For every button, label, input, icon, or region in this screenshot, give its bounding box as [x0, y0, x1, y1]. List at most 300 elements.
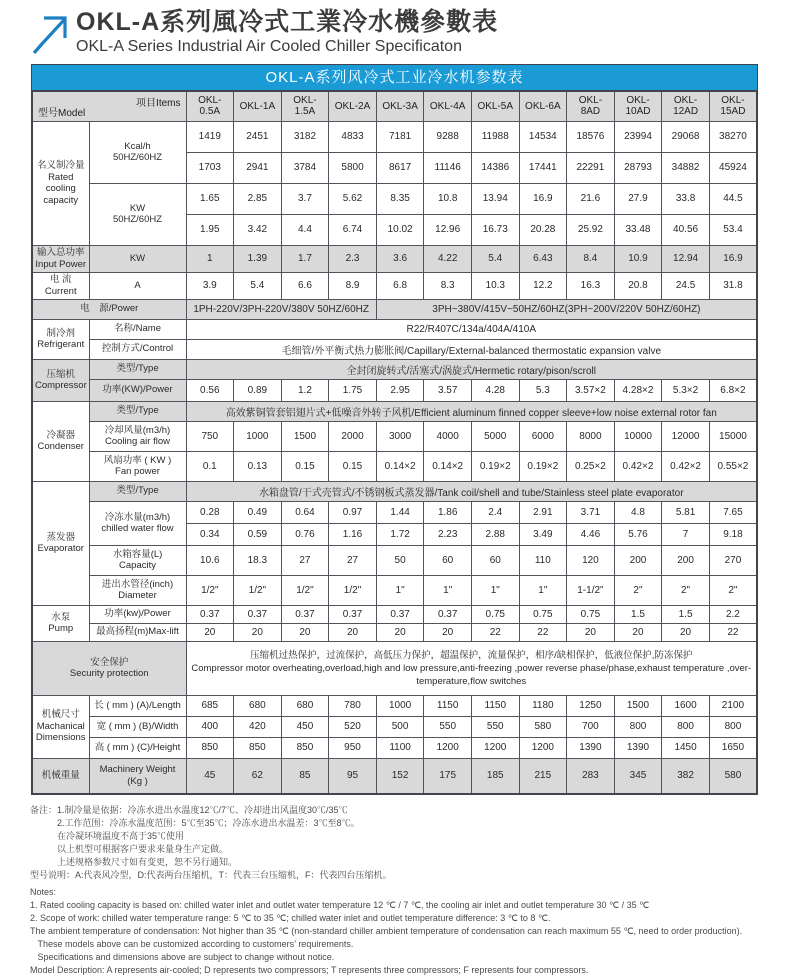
value-cell: 2000 [329, 421, 377, 451]
value-cell: 1450 [662, 737, 710, 758]
value-cell: 1.7 [281, 245, 329, 272]
value-cell: 0.34 [186, 523, 234, 545]
value-cell: 4.46 [567, 523, 615, 545]
value-cell: 1419 [186, 121, 234, 152]
page-subtitle: OKL-A Series Industrial Air Cooled Chiller Specificaton [76, 38, 462, 55]
row-label: 宽 ( mm ) (B)/Width [89, 716, 186, 737]
value-cell: 14534 [519, 121, 567, 152]
value-cell: 11146 [424, 152, 472, 183]
value-cell: 16.9 [519, 183, 567, 214]
value-cell: 17441 [519, 152, 567, 183]
value-cell: 1650 [709, 737, 757, 758]
value-cell: 450 [281, 716, 329, 737]
value-cell: 0.37 [424, 605, 472, 623]
table-banner-title: OKL-A系列风冷式工业冷水机参数表 [31, 64, 758, 90]
value-cell: 2.3 [329, 245, 377, 272]
value-cell: 1.72 [376, 523, 424, 545]
row-label: KW 50HZ/60HZ [89, 183, 186, 245]
value-cell: 22 [471, 623, 519, 641]
value-cell: 7.65 [709, 501, 757, 523]
value-cell: 12000 [662, 421, 710, 451]
value-cell: 0.19×2 [471, 451, 519, 481]
value-cell: 1.16 [329, 523, 377, 545]
value-cell: 400 [186, 716, 234, 737]
value-cell: 22 [709, 623, 757, 641]
value-cell: 0.56 [186, 379, 234, 401]
value-cell: 3.7 [281, 183, 329, 214]
row-group-label: 机械尺寸 Machanical Dimensions [32, 695, 89, 758]
value-cell: 50 [376, 545, 424, 575]
value-cell: 3.9 [186, 272, 234, 299]
value-cell: 4.28×2 [614, 379, 662, 401]
value-cell: 750 [186, 421, 234, 451]
row-label: A [89, 272, 186, 299]
model-column-header: OKL-5A [471, 91, 519, 121]
value-cell: 0.28 [186, 501, 234, 523]
value-cell: 1390 [614, 737, 662, 758]
value-cell: 2.4 [471, 501, 519, 523]
value-cell: 0.76 [281, 523, 329, 545]
value-cell: 22 [519, 623, 567, 641]
value-cell: 3.49 [519, 523, 567, 545]
value-cell: 0.75 [567, 605, 615, 623]
value-cell: 20.8 [614, 272, 662, 299]
value-cell: 850 [234, 737, 282, 758]
value-cell: 1.65 [186, 183, 234, 214]
value-cell: 680 [281, 695, 329, 716]
value-cell: 5.3×2 [662, 379, 710, 401]
row-group-label: 水泵 Pump [32, 605, 89, 641]
value-cell: 1/2" [186, 575, 234, 605]
row-label: Machinery Weight (Kg ) [89, 758, 186, 794]
value-cell: 550 [424, 716, 472, 737]
row-group-label: 冷凝器 Condenser [32, 401, 89, 481]
value-cell: 1600 [662, 695, 710, 716]
value-cell: 8617 [376, 152, 424, 183]
value-cell: 20 [614, 623, 662, 641]
value-cell: 680 [234, 695, 282, 716]
value-cell: 1.5 [614, 605, 662, 623]
value-cell: 1000 [234, 421, 282, 451]
value-cell: 53.4 [709, 214, 757, 245]
value-cell: 120 [567, 545, 615, 575]
notes-chinese [30, 804, 767, 882]
model-column-header: OKL-6A [519, 91, 567, 121]
value-cell: 1.5 [662, 605, 710, 623]
value-cell: 1.2 [281, 379, 329, 401]
title-block [76, 8, 498, 56]
value-cell: 0.19×2 [519, 451, 567, 481]
value-cell: 8000 [567, 421, 615, 451]
row-group-label: 电 源/Power [32, 299, 186, 319]
row-label: Kcal/h 50HZ/60HZ [89, 121, 186, 183]
row-label: 名称/Name [89, 319, 186, 339]
value-cell: 12.2 [519, 272, 567, 299]
value-cell: 110 [519, 545, 567, 575]
value-cell: 2.88 [471, 523, 519, 545]
row-label: 控制方式/Control [89, 339, 186, 359]
value-cell: 3784 [281, 152, 329, 183]
value-cell: 1/2" [281, 575, 329, 605]
note-line-en: Model Description: A represents air-cooled; D represents two compressors; T represents three compressors; F represents four compressors. [30, 965, 589, 975]
value-cell: 4833 [329, 121, 377, 152]
value-cell: 11988 [471, 121, 519, 152]
value-cell: 13.94 [471, 183, 519, 214]
value-cell: 1.86 [424, 501, 472, 523]
value-cell: 0.49 [234, 501, 282, 523]
value-cell: 500 [376, 716, 424, 737]
value-cell: 20 [186, 623, 234, 641]
value-cell: 1/2" [329, 575, 377, 605]
value-cell: 5.4 [471, 245, 519, 272]
value-cell: 200 [614, 545, 662, 575]
value-cell: 60 [424, 545, 472, 575]
value-cell: 1390 [567, 737, 615, 758]
value-cell: 0.37 [376, 605, 424, 623]
value-cell: 700 [567, 716, 615, 737]
merged-value-cell: 水箱盘管/干式壳管式/不锈钢板式蒸发器/Tank coil/shell and tube/Stainless steel plate evaporator [186, 481, 757, 501]
value-cell: 4000 [424, 421, 472, 451]
value-cell: 1.75 [329, 379, 377, 401]
row-label: KW [89, 245, 186, 272]
value-cell: 1500 [281, 421, 329, 451]
value-cell: 27.9 [614, 183, 662, 214]
value-cell: 0.25×2 [567, 451, 615, 481]
value-cell: 6000 [519, 421, 567, 451]
value-cell: 5.81 [662, 501, 710, 523]
merged-value-cell: 毛细管/外平衡式热力膨胀阀/Capillary/External-balanced thermostatic expansion valve [186, 339, 757, 359]
value-cell: 60 [471, 545, 519, 575]
row-group-label: 名义制冷量 Rated cooling capacity [32, 121, 89, 245]
model-column-header: OKL-0.5A [186, 91, 234, 121]
value-cell: 10000 [614, 421, 662, 451]
merged-value-cell: 全封闭旋转式/活塞式/涡旋式/Hermetic rotary/pison/scroll [186, 359, 757, 379]
row-label: 风扇功率 ( KW ) Fan power [89, 451, 186, 481]
value-cell: 45 [186, 758, 234, 794]
value-cell: 6.43 [519, 245, 567, 272]
value-cell: 12.94 [662, 245, 710, 272]
value-cell: 0.42×2 [614, 451, 662, 481]
value-cell: 4.8 [614, 501, 662, 523]
value-cell: 33.8 [662, 183, 710, 214]
value-cell: 0.1 [186, 451, 234, 481]
value-cell: 6.6 [281, 272, 329, 299]
value-cell: 45924 [709, 152, 757, 183]
value-cell: 200 [662, 545, 710, 575]
value-cell: 0.42×2 [662, 451, 710, 481]
value-cell: 8.4 [567, 245, 615, 272]
value-cell: 0.55×2 [709, 451, 757, 481]
value-cell: 0.89 [234, 379, 282, 401]
value-cell: 31.8 [709, 272, 757, 299]
value-cell: 10.8 [424, 183, 472, 214]
value-cell: 25.92 [567, 214, 615, 245]
value-cell: 2.2 [709, 605, 757, 623]
value-cell: 2.95 [376, 379, 424, 401]
value-cell: 44.5 [709, 183, 757, 214]
value-cell: 20.28 [519, 214, 567, 245]
value-cell: 10.3 [471, 272, 519, 299]
model-column-header: OKL-3A [376, 91, 424, 121]
value-cell: 15000 [709, 421, 757, 451]
value-cell: 10.9 [614, 245, 662, 272]
value-cell: 38270 [709, 121, 757, 152]
value-cell: 1703 [186, 152, 234, 183]
value-cell: 1200 [424, 737, 472, 758]
value-cell: 185 [471, 758, 519, 794]
row-label: 类型/Type [89, 481, 186, 501]
value-cell: 0.13 [234, 451, 282, 481]
value-cell: 27 [329, 545, 377, 575]
value-cell: 24.5 [662, 272, 710, 299]
value-cell: 1" [519, 575, 567, 605]
row-label: 类型/Type [89, 401, 186, 421]
value-cell: 16.3 [567, 272, 615, 299]
row-group-label: 机械重量 [32, 758, 89, 794]
corner-items-label: 项目Items [136, 98, 181, 109]
value-cell: 20 [424, 623, 472, 641]
spec-table [31, 90, 758, 795]
value-cell: 9.18 [709, 523, 757, 545]
value-cell: 12.96 [424, 214, 472, 245]
value-cell: 18.3 [234, 545, 282, 575]
row-label: 类型/Type [89, 359, 186, 379]
value-cell: 20 [376, 623, 424, 641]
value-cell: 7 [662, 523, 710, 545]
value-cell: 800 [662, 716, 710, 737]
note-line-zh: 备注：1.制冷量是依据：冷冻水进出水温度12℃/7℃、冷却进出风温度30℃/35℃ [30, 805, 348, 815]
value-cell: 175 [424, 758, 472, 794]
value-cell: 33.48 [614, 214, 662, 245]
value-cell: 3.57×2 [567, 379, 615, 401]
note-line-en: These models above can be customized according to customers’ requirements. [30, 939, 354, 949]
value-cell: 1200 [471, 737, 519, 758]
value-cell: 29068 [662, 121, 710, 152]
value-cell: 1.44 [376, 501, 424, 523]
value-cell: 0.37 [234, 605, 282, 623]
row-label: 功率(kw)/Power [89, 605, 186, 623]
value-cell: 9288 [424, 121, 472, 152]
value-cell: 1 [186, 245, 234, 272]
value-cell: 20 [234, 623, 282, 641]
note-line-zh: 在冷凝环境温度不高于35℃使用 [30, 831, 185, 841]
value-cell: 950 [329, 737, 377, 758]
value-cell: 152 [376, 758, 424, 794]
value-cell: 580 [519, 716, 567, 737]
row-group-label: 蒸发器 Evaporator [32, 481, 89, 605]
value-cell: 4.4 [281, 214, 329, 245]
value-cell: 0.14×2 [424, 451, 472, 481]
model-column-header: OKL-1A [234, 91, 282, 121]
value-cell: 8.35 [376, 183, 424, 214]
value-cell: 5800 [329, 152, 377, 183]
value-cell: 5000 [471, 421, 519, 451]
value-cell: 3.57 [424, 379, 472, 401]
value-cell: 1250 [567, 695, 615, 716]
value-cell: 0.59 [234, 523, 282, 545]
value-cell: 1500 [614, 695, 662, 716]
row-group-label: 安全保护 Security protection [32, 641, 186, 695]
value-cell: 1100 [376, 737, 424, 758]
value-cell: 20 [567, 623, 615, 641]
page-title: OKL-A系列風冷式工業冷水機參數表 [76, 8, 499, 36]
value-cell: 5.4 [234, 272, 282, 299]
value-cell: 2" [709, 575, 757, 605]
value-cell: 2" [662, 575, 710, 605]
row-label: 最高扬程(m)Max-lift [89, 623, 186, 641]
value-cell: 1" [471, 575, 519, 605]
note-line-en: The ambient temperature of condensation: Not higher than 35 ℃ (non-standard chiller ambient temperature of condensation can reach maximum 55 ℃, need to order production). [30, 926, 743, 936]
value-cell: 420 [234, 716, 282, 737]
model-column-header: OKL-2A [329, 91, 377, 121]
value-cell: 6.8 [376, 272, 424, 299]
row-label: 水箱容量(L) Capacity [89, 545, 186, 575]
value-cell: 1" [376, 575, 424, 605]
model-column-header: OKL-1.5A [281, 91, 329, 121]
merged-value-cell: 压缩机过热保护，过流保护，高低压力保护，超温保护，流量保护，相序/缺相保护，低液位保护,防冻保护 Compressor motor overheating,overload,high and low pressure,anti-freezing ,power reverse phase/phase,exhaust temperature ,over-temperature,flow switches [186, 641, 757, 695]
model-column-header: OKL-12AD [662, 91, 710, 121]
value-cell: 382 [662, 758, 710, 794]
value-cell: 270 [709, 545, 757, 575]
value-cell: 215 [519, 758, 567, 794]
row-label: 冷冻水量(m3/h) chilled water flow [89, 501, 186, 545]
row-group-label: 压缩机 Compressor [32, 359, 89, 401]
value-cell: 2.91 [519, 501, 567, 523]
row-label: 高 ( mm ) (C)/Height [89, 737, 186, 758]
row-label: 功率(KW)/Power [89, 379, 186, 401]
value-cell: 14386 [471, 152, 519, 183]
value-cell: 28793 [614, 152, 662, 183]
value-cell: 3.42 [234, 214, 282, 245]
value-cell: 800 [709, 716, 757, 737]
spec-table-wrap [31, 64, 758, 795]
value-cell: 62 [234, 758, 282, 794]
value-cell: 20 [662, 623, 710, 641]
row-label: 长 ( mm ) (A)/Length [89, 695, 186, 716]
value-cell: 95 [329, 758, 377, 794]
value-cell: 3182 [281, 121, 329, 152]
arrow-logo-icon [28, 8, 70, 56]
value-cell: 0.14×2 [376, 451, 424, 481]
value-cell: 550 [471, 716, 519, 737]
value-cell: 685 [186, 695, 234, 716]
value-cell: 1.95 [186, 214, 234, 245]
value-cell: 5.3 [519, 379, 567, 401]
value-cell: 1-1/2" [567, 575, 615, 605]
value-cell: 6.74 [329, 214, 377, 245]
value-cell: 2100 [709, 695, 757, 716]
row-group-label: 输入总功率 Input Power [32, 245, 89, 272]
value-cell: 3.6 [376, 245, 424, 272]
merged-value-cell: 1PH-220V/3PH-220V/380V 50HZ/60HZ [186, 299, 376, 319]
note-line-en: 1. Rated cooling capacity is based on: chilled water inlet and outlet water temperature 12 ℃ / 7 ℃, the cooling air inlet and outlet temperature 30 ℃ / 35 ℃ [30, 900, 650, 910]
notes-english [30, 886, 767, 977]
merged-value-cell: 高效紫铜管套铝翅片式+低噪音外转子风机/Efficient aluminum finned copper sleeve+low noise external rotor fan [186, 401, 757, 421]
value-cell: 16.9 [709, 245, 757, 272]
value-cell: 27 [281, 545, 329, 575]
value-cell: 5.76 [614, 523, 662, 545]
value-cell: 10.6 [186, 545, 234, 575]
value-cell: 283 [567, 758, 615, 794]
value-cell: 1150 [424, 695, 472, 716]
value-cell: 23994 [614, 121, 662, 152]
model-column-header: OKL-15AD [709, 91, 757, 121]
value-cell: 3000 [376, 421, 424, 451]
value-cell: 580 [709, 758, 757, 794]
value-cell: 0.64 [281, 501, 329, 523]
value-cell: 1000 [376, 695, 424, 716]
value-cell: 0.37 [281, 605, 329, 623]
value-cell: 18576 [567, 121, 615, 152]
model-column-header: OKL-4A [424, 91, 472, 121]
merged-value-cell: 3PH~380V/415V~50HZ/60HZ(3PH~200V/220V 50HZ/60HZ) [376, 299, 757, 319]
value-cell: 40.56 [662, 214, 710, 245]
note-line-zh: 型号说明：A:代表风冷型，D:代表两台压缩机，T：代表三台压缩机，F：代表四台压缩机。 [30, 870, 392, 880]
note-line-en: Specifications and dimensions above are subject to change without notice. [30, 952, 335, 962]
value-cell: 2.85 [234, 183, 282, 214]
value-cell: 0.75 [519, 605, 567, 623]
merged-value-cell: R22/R407C/134a/404A/410A [186, 319, 757, 339]
value-cell: 0.15 [281, 451, 329, 481]
value-cell: 2451 [234, 121, 282, 152]
note-line-zh: 2.工作范围：冷冻水温度范围：5℃至35℃；冷冻水进出水温差：3℃至8℃。 [30, 818, 360, 828]
value-cell: 1150 [471, 695, 519, 716]
row-label: 进出水管径(inch) Diameter [89, 575, 186, 605]
row-group-label: 制冷剂 Refrigerant [32, 319, 89, 359]
value-cell: 1.39 [234, 245, 282, 272]
note-line-zh: 以上机型可根据客户要求来量身生产定做。 [30, 844, 229, 854]
value-cell: 7181 [376, 121, 424, 152]
value-cell: 520 [329, 716, 377, 737]
value-cell: 8.3 [424, 272, 472, 299]
model-column-header: OKL-8AD [567, 91, 615, 121]
value-cell: 21.6 [567, 183, 615, 214]
corner-model-label: 型号Model [38, 107, 86, 119]
note-line-en: Notes: [30, 887, 57, 897]
value-cell: 2.23 [424, 523, 472, 545]
value-cell: 2" [614, 575, 662, 605]
value-cell: 3.71 [567, 501, 615, 523]
value-cell: 10.02 [376, 214, 424, 245]
value-cell: 2941 [234, 152, 282, 183]
value-cell: 4.28 [471, 379, 519, 401]
value-cell: 16.73 [471, 214, 519, 245]
note-line-en: 2. Scope of work: chilled water temperature range: 5 ℃ to 35 ℃; chilled water inlet and outlet temperature difference: 3 ℃ to 8 ℃. [30, 913, 551, 923]
model-column-header: OKL-10AD [614, 91, 662, 121]
value-cell: 8.9 [329, 272, 377, 299]
value-cell: 22291 [567, 152, 615, 183]
value-cell: 1/2" [234, 575, 282, 605]
value-cell: 850 [281, 737, 329, 758]
value-cell: 5.62 [329, 183, 377, 214]
value-cell: 20 [281, 623, 329, 641]
value-cell: 0.37 [186, 605, 234, 623]
note-line-zh: 上述规格参数尺寸如有变更，恕不另行通知。 [30, 857, 238, 867]
value-cell: 0.97 [329, 501, 377, 523]
value-cell: 0.75 [471, 605, 519, 623]
value-cell: 345 [614, 758, 662, 794]
value-cell: 1" [424, 575, 472, 605]
value-cell: 0.37 [329, 605, 377, 623]
value-cell: 0.15 [329, 451, 377, 481]
value-cell: 1180 [519, 695, 567, 716]
value-cell: 20 [329, 623, 377, 641]
value-cell: 34882 [662, 152, 710, 183]
value-cell: 1200 [519, 737, 567, 758]
value-cell: 780 [329, 695, 377, 716]
value-cell: 6.8×2 [709, 379, 757, 401]
value-cell: 800 [614, 716, 662, 737]
